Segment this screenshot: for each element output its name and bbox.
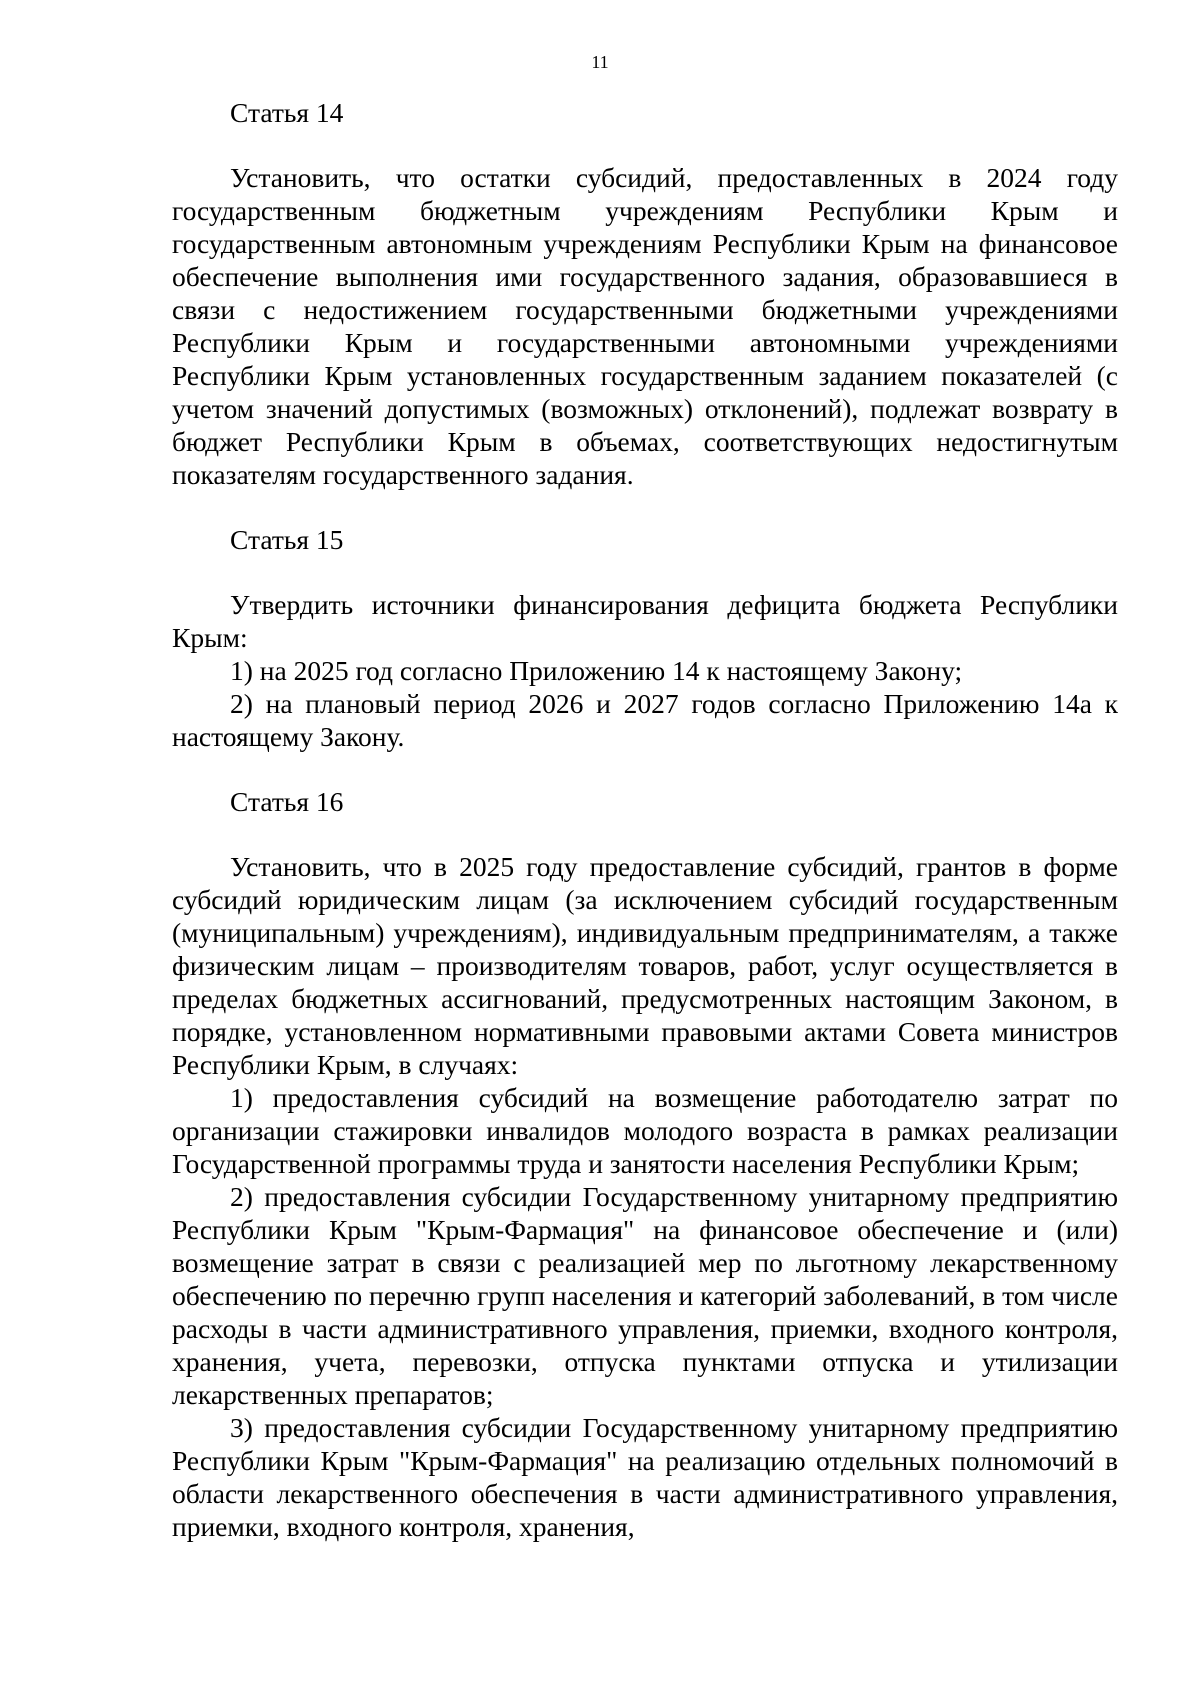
article-15-item-2: 2) на плановый период 2026 и 2027 годов согласно Приложению 14а к настоящему Закону. (172, 688, 1118, 752)
document-body (172, 96, 1118, 1543)
article-16-item-1: 1) предоставления субсидий на возмещение работодателю затрат по организации стажировки инвалидов молодого возраста в рамках реализации Государственной программы труда и занятости населения Республики Крым; (172, 1082, 1118, 1179)
article-15-item-1: 1) на 2025 год согласно Приложению 14 к настоящему Закону; (230, 655, 963, 686)
article-16-item-2: 2) предоставления субсидии Государственному унитарному предприятию Республики Крым "Крым-Фармация" на финансовое обеспечение и (или) возмещение затрат в связи с реализацией мер по льготному лекарственному обеспечению по перечню групп населения и категорий заболеваний, в том числе расходы в части административного управления, приемки, входного контроля, хранения, учета, перевозки, отпуска пунктами отпуска и утилизации лекарственных препаратов; (172, 1181, 1118, 1410)
article-15-title: Статья 15 (230, 524, 344, 555)
article-14-title: Статья 14 (230, 97, 344, 128)
article-16-paragraph-1: Установить, что в 2025 году предоставление субсидий, грантов в форме субсидий юридическим лицам (за исключением субсидий государственным (муниципальным) учреждениям), индивидуальным предпринимателям, а также физическим лицам – производителям товаров, работ, услуг осуществляется в пределах бюджетных ассигнований, предусмотренных настоящим Законом, в порядке, установленном нормативными правовыми актами Совета министров Республики Крым, в случаях: (172, 851, 1118, 1080)
article-16-title: Статья 16 (230, 786, 344, 817)
article-16-item-3: 3) предоставления субсидии Государственному унитарному предприятию Республики Крым "Крым-Фармация" на реализацию отдельных полномочий в области лекарственного обеспечения в части административного управления, приемки, входного контроля, хранения, (172, 1412, 1118, 1542)
page-number: 11 (591, 52, 609, 72)
article-14-paragraph-1: Установить, что остатки субсидий, предоставленных в 2024 году государственным бюджетным учреждениям Республики Крым и государственным автономным учреждениям Республики Крым на финансовое обеспечение выполнения ими государственного задания, образовавшиеся в связи с недостижением государственными бюджетными учреждениями Республики Крым и государственными автономными учреждениями Республики Крым установленных государственным заданием показателей (с учетом значений допустимых (возможных) отклонений), подлежат возврату в бюджет Республики Крым в объемах, соответствующих недостигнутым показателям государственного задания. (172, 162, 1118, 490)
article-15-paragraph-1: Утвердить источники финансирования дефицита бюджета Республики Крым: (172, 589, 1118, 653)
